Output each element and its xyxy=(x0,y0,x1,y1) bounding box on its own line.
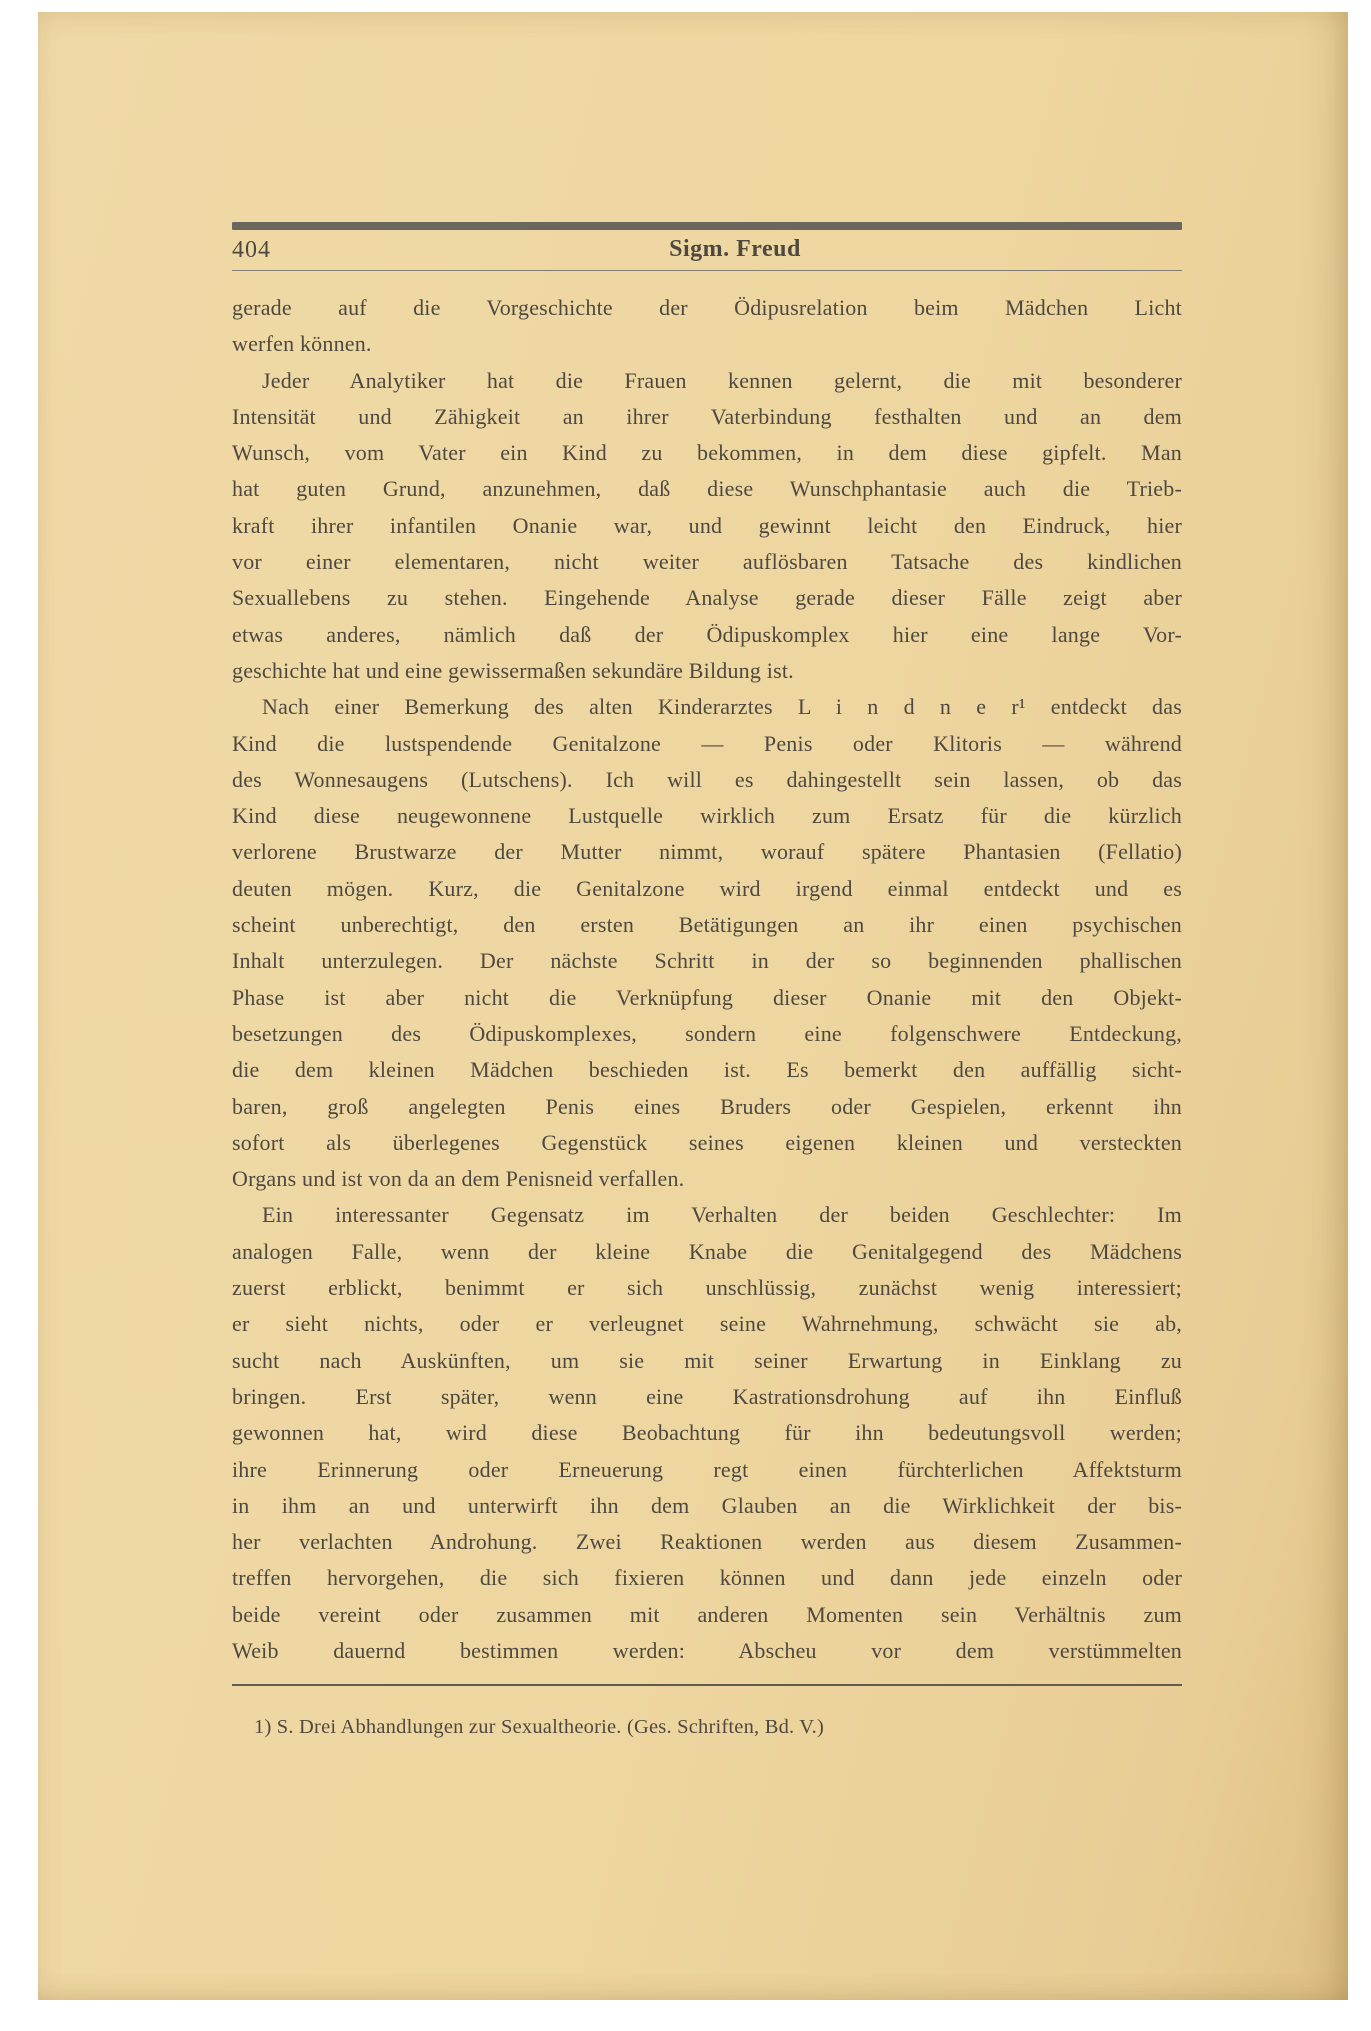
text-line: Jeder Analytiker hat die Frauen kennen gelernt, die mit besonderer xyxy=(262,367,1182,393)
text-line: geschichte hat und eine gewissermaßen sekundäre Bildung ist. xyxy=(232,657,794,683)
text-line: hat guten Grund, anzunehmen, daß diese Wunschphantasie auch die Trieb- xyxy=(232,476,1182,502)
text-line: gewonnen hat, wird diese Beobachtung für ihn bedeutungsvoll werden; xyxy=(232,1420,1182,1446)
text-line: Sexuallebens zu stehen. Eingehende Analyse gerade dieser Fälle zeigt aber xyxy=(232,585,1182,611)
text-line: treffen hervorgehen, die sich fixieren können und dann jede einzeln oder xyxy=(232,1565,1182,1591)
text-line: baren, groß angelegten Penis eines Bruders oder Gespielen, erkennt ihn xyxy=(232,1093,1182,1119)
text-line: werfen können. xyxy=(232,331,372,357)
text-line: Organs und ist von da an dem Penisneid verfallen. xyxy=(232,1166,685,1192)
footnote: 1) S. Drei Abhandlungen zur Sexualtheorie. (Ges. Schriften, Bd. V.) xyxy=(254,1716,825,1738)
text-line: sucht nach Auskünften, um sie mit seiner Erwartung in Einklang zu xyxy=(232,1347,1182,1373)
header-rule-thick xyxy=(232,222,1182,230)
text-line: in ihm an und unterwirft ihn dem Glauben an die Wirklichkeit der bis- xyxy=(232,1492,1182,1518)
text-line: zuerst erblickt, benimmt er sich unschlüssig, zunächst wenig interessiert; xyxy=(232,1275,1182,1301)
text-line: analogen Falle, wenn der kleine Knabe die Genitalgegend des Mädchens xyxy=(232,1238,1182,1264)
text-line: verlorene Brustwarze der Mutter nimmt, worauf spätere Phantasien (Fellatio) xyxy=(232,839,1182,865)
text-line: Nach einer Bemerkung des alten Kinderarztes L i n d n e r¹ entdeckt das xyxy=(262,694,1182,720)
text-line: besetzungen des Ödipuskomplexes, sondern eine folgenschwere Entdeckung, xyxy=(232,1020,1182,1046)
text-line: Inhalt unterzulegen. Der nächste Schritt in der so beginnenden phallischen xyxy=(232,948,1182,974)
page-header xyxy=(232,234,1182,268)
footnote-rule xyxy=(232,1684,1182,1686)
header-rule-thin xyxy=(232,270,1182,271)
text-line: er sieht nichts, oder er verleugnet seine Wahrnehmung, schwächt sie ab, xyxy=(232,1311,1182,1337)
article-body xyxy=(232,290,1182,1669)
paragraph xyxy=(232,1197,1182,1669)
text-line: deuten mögen. Kurz, die Genitalzone wird irgend einmal entdeckt und es xyxy=(232,875,1182,901)
text-line: die dem kleinen Mädchen beschieden ist. Es bemerkt den auffällig sicht- xyxy=(232,1057,1182,1083)
paragraph xyxy=(232,363,1182,690)
text-line: Ein interessanter Gegensatz im Verhalten der beiden Geschlechter: Im xyxy=(262,1202,1182,1228)
text-line: scheint unberechtigt, den ersten Betätigungen an ihr einen psychischen xyxy=(232,912,1182,938)
text-line: her verlachten Androhung. Zwei Reaktionen werden aus diesem Zusammen- xyxy=(232,1529,1182,1555)
text-line: Kind diese neugewonnene Lustquelle wirklich zum Ersatz für die kürzlich xyxy=(232,803,1182,829)
text-line: sofort als überlegenes Gegenstück seines eigenen kleinen und versteckten xyxy=(232,1129,1182,1155)
text-line: bringen. Erst später, wenn eine Kastrationsdrohung auf ihn Einfluß xyxy=(232,1383,1182,1409)
page-number: 404 xyxy=(232,237,271,263)
running-title: Sigm. Freud xyxy=(669,236,801,262)
text-line: gerade auf die Vorgeschichte der Ödipusrelation beim Mädchen Licht xyxy=(232,295,1182,320)
text-line: Phase ist aber nicht die Verknüpfung dieser Onanie mit den Objekt- xyxy=(232,984,1182,1010)
text-line: des Wonnesaugens (Lutschens). Ich will es dahingestellt sein lassen, ob das xyxy=(232,766,1182,792)
text-line: vor einer elementaren, nicht weiter auflösbaren Tatsache des kindlichen xyxy=(232,549,1182,575)
paragraph xyxy=(232,290,1182,363)
text-line: ihre Erinnerung oder Erneuerung regt einen fürchterlichen Affektsturm xyxy=(232,1456,1182,1482)
text-line: Weib dauernd bestimmen werden: Abscheu vor dem verstümmelten xyxy=(232,1637,1182,1663)
paragraph xyxy=(232,689,1182,1197)
text-line: Intensität und Zähigkeit an ihrer Vaterbindung festhalten und an dem xyxy=(232,403,1182,429)
text-line: etwas anderes, nämlich daß der Ödipuskomplex hier eine lange Vor- xyxy=(232,621,1182,647)
text-line: Kind die lustspendende Genitalzone — Penis oder Klitoris — während xyxy=(232,730,1182,756)
text-line: beide vereint oder zusammen mit anderen Momenten sein Verhältnis zum xyxy=(232,1601,1182,1627)
book-page xyxy=(38,12,1348,2000)
text-line: kraft ihrer infantilen Onanie war, und gewinnt leicht den Eindruck, hier xyxy=(232,512,1182,538)
text-line: Wunsch, vom Vater ein Kind zu bekommen, in dem diese gipfelt. Man xyxy=(232,440,1182,466)
